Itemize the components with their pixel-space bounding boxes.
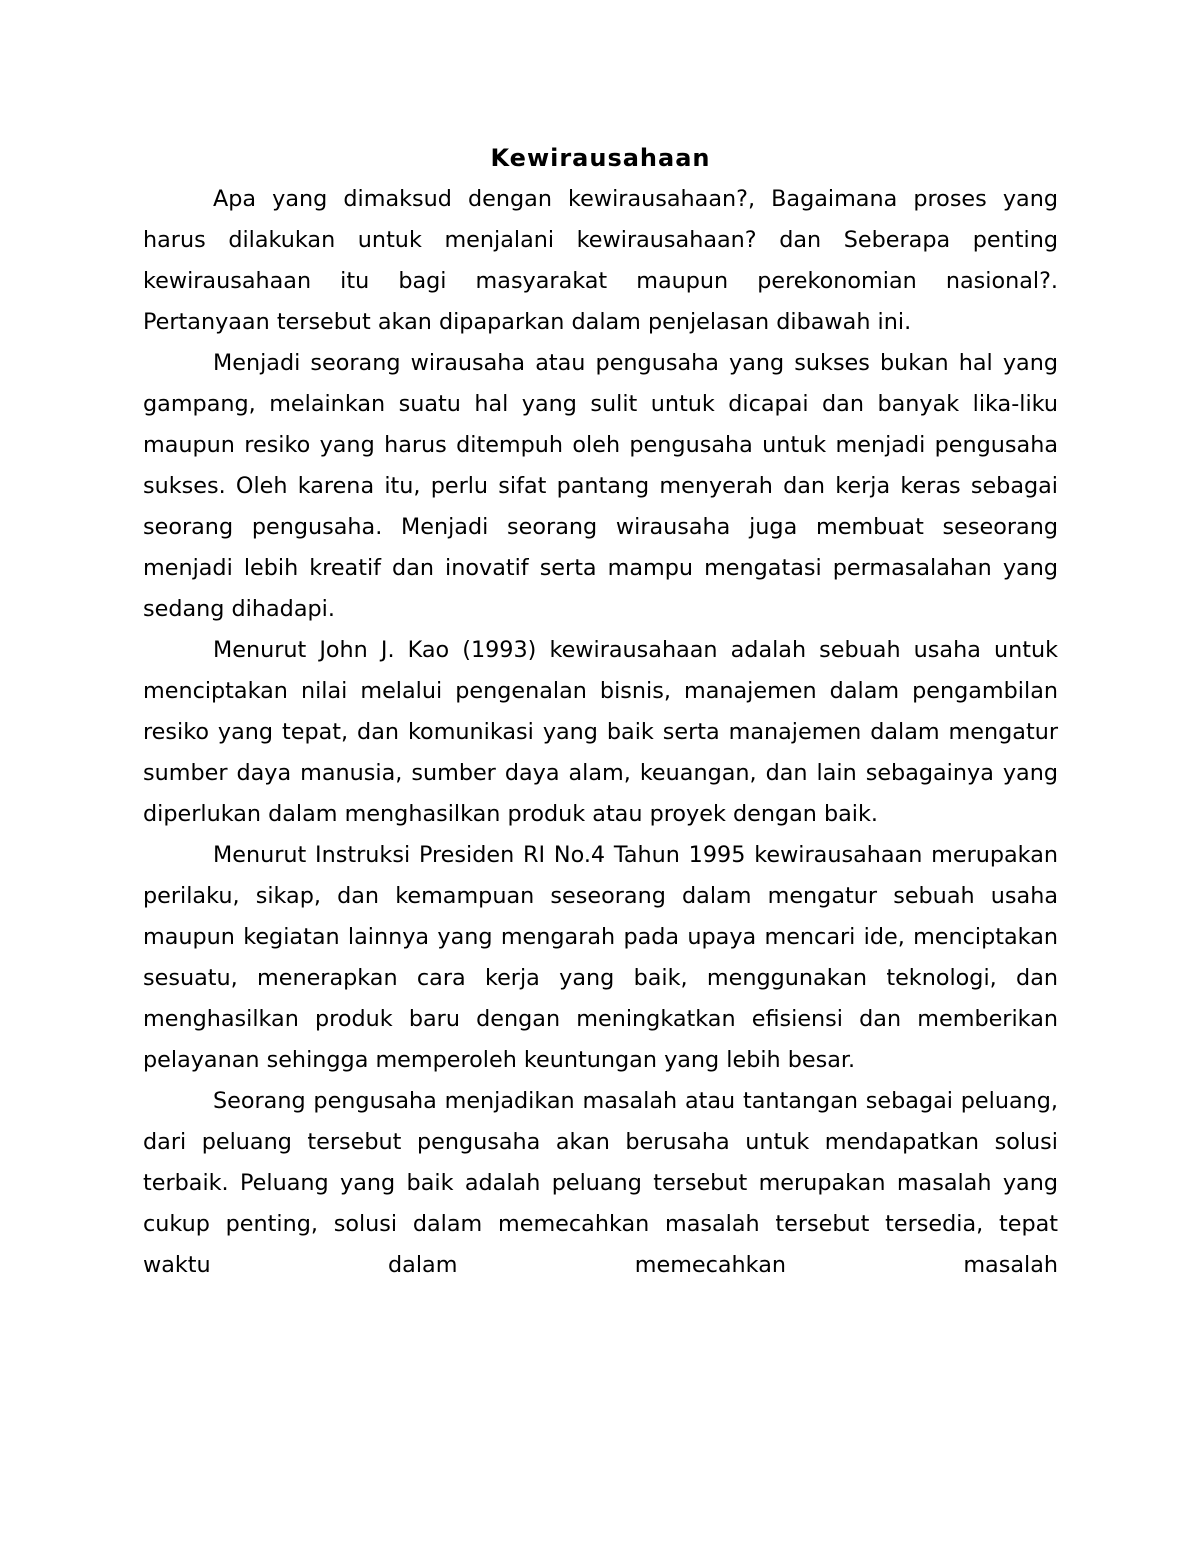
document-body bbox=[143, 137, 1058, 1286]
paragraph-3: Menurut John J. Kao (1993) kewirausahaan adalah sebuah usaha untuk menciptakan nilai melalui pengenalan bisnis, manajemen dalam pengambilan resiko yang tepat, dan komunikasi yang baik serta manajemen dalam mengatur sumber daya manusia, sumber daya alam, keuangan, dan lain sebagainya yang diperlukan dalam menghasilkan produk atau proyek dengan baik. bbox=[143, 637, 1058, 827]
paragraph-4: Menurut Instruksi Presiden RI No.4 Tahun 1995 kewirausahaan merupakan perilaku, sikap, dan kemampuan seseorang dalam mengatur sebuah usaha maupun kegiatan lainnya yang mengarah pada upaya mencari ide, menciptakan sesuatu, menerapkan cara kerja yang baik, menggunakan teknologi, dan menghasilkan produk baru dengan meningkatkan efisiensi dan memberikan pelayanan sehingga memperoleh keuntungan yang lebih besar. bbox=[143, 842, 1058, 1073]
paragraph-2: Menjadi seorang wirausaha atau pengusaha yang sukses bukan hal yang gampang, melainkan suatu hal yang sulit untuk dicapai dan banyak lika-liku maupun resiko yang harus ditempuh oleh pengusaha untuk menjadi pengusaha sukses. Oleh karena itu, perlu sifat pantang menyerah dan kerja keras sebagai seorang pengusaha. Menjadi seorang wirausaha juga membuat seseorang menjadi lebih kreatif dan inovatif serta mampu mengatasi permasalahan yang sedang dihadapi. bbox=[143, 350, 1058, 622]
paragraph-5: Seorang pengusaha menjadikan masalah atau tantangan sebagai peluang, dari peluang tersebut pengusaha akan berusaha untuk mendapatkan solusi terbaik. Peluang yang baik adalah peluang tersebut merupakan masalah yang cukup penting, solusi dalam memecahkan masalah tersebut tersedia, tepat waktu dalam memecahkan masalah bbox=[143, 1088, 1058, 1278]
document-title: Kewirausahaan bbox=[490, 144, 711, 172]
paragraph-1: Apa yang dimaksud dengan kewirausahaan?, Bagaimana proses yang harus dilakukan untuk menjalani kewirausahaan? dan Seberapa penting kewirausahaan itu bagi masyarakat maupun perekonomian nasional?. Pertanyaan tersebut akan dipaparkan dalam penjelasan dibawah ini. bbox=[143, 186, 1058, 335]
